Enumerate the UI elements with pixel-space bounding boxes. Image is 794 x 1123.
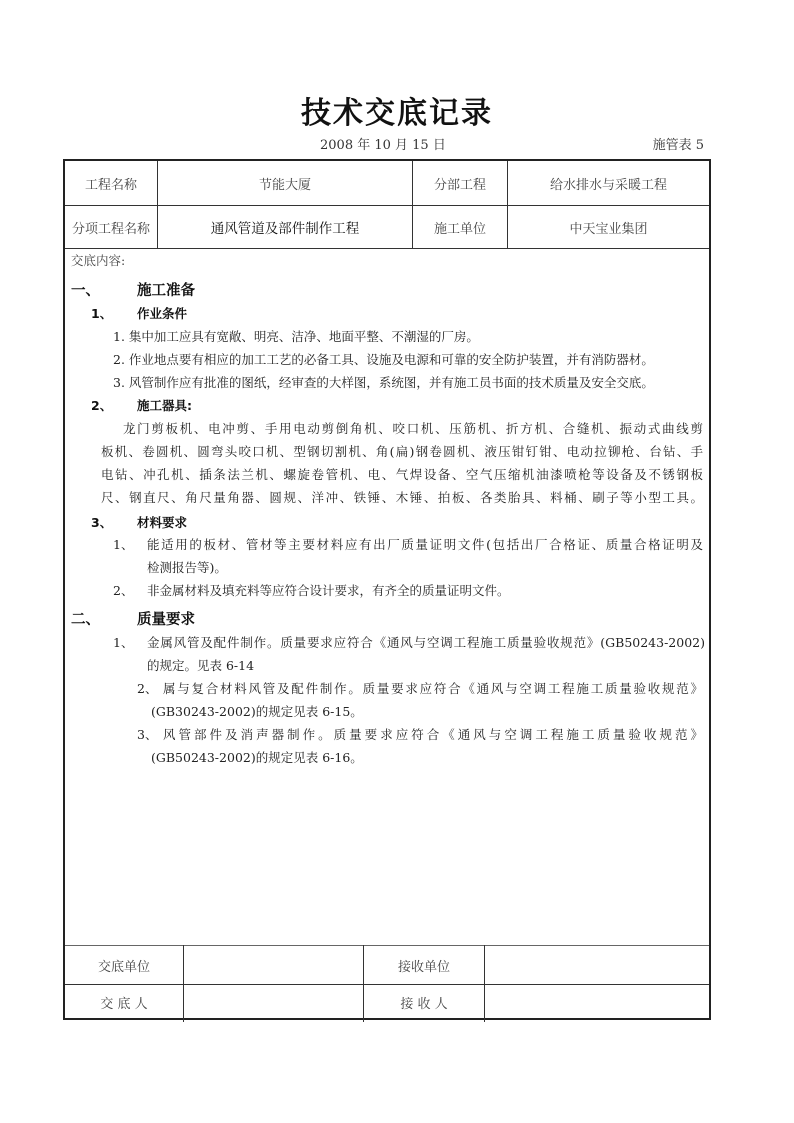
quality-item-text: 风管部件及消声器制作。质量要求应符合《通风与空调工程施工质量验收规范》 [163,727,703,742]
quality-item-number: 1、 [113,635,134,650]
section1-title: 施工准备 [137,283,195,299]
sub1-title: 作业条件 [137,306,188,321]
project-name-label: 工程名称 [84,177,137,193]
subitem-name-label: 分项工程名称 [71,221,150,237]
quality-item-text: 金属风管及配件制作。质量要求应符合《通风与空调工程施工质量验收规范》(GB50243-2002) [147,635,705,650]
division-value[interactable]: 给水排水与采暖工程 [549,177,667,193]
material-item-text: 非金属材料及填充料等应符合设计要求，有齐全的质量证明文件。 [147,583,510,598]
receiving-unit-label: 接收单位 [397,959,450,975]
issuing-unit-label: 交底单位 [97,959,150,975]
issuing-unit-field[interactable] [184,946,363,984]
subitem-name-value[interactable]: 通风管道及部件制作工程 [210,221,360,237]
contractor-label: 施工单位 [433,221,486,237]
section2-title: 质量要求 [137,612,195,628]
tools-line: 板机、卷圆机、圆弯头咬口机、型钢切割机、角(扁)钢卷圆机、液压钳钉钳、电动拉铆枪、台钻、手 [101,444,703,459]
material-item-number: 1、 [113,537,134,552]
tools-line: 尺、钢直尺、角尺量角器、圆规、洋冲、铁锤、木锤、拍板、各类胎具、料桶、刷子等小型工具。 [101,490,703,505]
content-label: 交底内容: [71,253,126,268]
material-item-text: 检测报告等)。 [147,560,227,575]
quality-item-text: 的规定。见表 6-14 [147,658,255,673]
tools-line: 龙门剪板机、电冲剪、手用电动剪倒角机、咬口机、压筋机、折方机、合缝机、振动式曲线剪 [123,421,703,436]
receiving-unit-field[interactable] [485,946,709,984]
section2-number: 二、 [71,612,100,628]
document-title: 技术交底记录 [301,96,493,131]
issuer-label: 交 底 人 [100,997,148,1012]
condition-item: 2. 作业地点要有相应的加工工艺的必备工具、设施及电源和可靠的安全防护装置，并有消防器材。 [113,352,654,367]
sub3-title: 材料要求 [137,515,188,530]
material-item-number: 2、 [113,583,134,598]
project-name-value[interactable]: 节能大厦 [258,177,311,193]
condition-item: 1. 集中加工应具有宽敞、明亮、洁净、地面平整、不潮湿的厂房。 [113,329,479,344]
division-label: 分部工程 [433,177,486,193]
tools-line: 电钻、冲孔机、插条法兰机、螺旋卷管机、电、气焊设备、空气压缩机油漆喷枪等设备及不锈钢板 [101,467,703,482]
row-divider [65,248,709,249]
material-item-text: 能适用的板材、管材等主要材料应有出厂质量证明文件(包括出厂合格证、质量合格证明及 [147,537,703,552]
condition-item: 3. 风管制作应有批准的图纸，经审查的大样图，系统图，并有施工员书面的技术质量及安全交底。 [113,375,654,390]
quality-item-number: 2、 [137,681,158,696]
contractor-value[interactable]: 中天宝业集团 [569,221,648,237]
record-form [63,159,711,1020]
quality-item-number: 3、 [137,727,158,742]
sub1-number: 1、 [91,306,113,321]
section1-number: 一、 [71,283,100,299]
sub2-title: 施工器具: [137,398,192,413]
record-date: 2008 年 10 月 15 日 [320,138,446,153]
quality-item-text: 属与复合材料风管及配件制作。质量要求应符合《通风与空调工程施工质量验收规范》 [163,681,703,696]
receiver-label: 接 收 人 [400,997,448,1012]
receiver-field[interactable] [485,985,709,1020]
form-number: 施管表 5 [652,138,704,153]
quality-item-text: (GB50243-2002)的规定见表 6-16。 [151,750,363,765]
sub3-number: 3、 [91,515,113,530]
issuer-field[interactable] [184,985,363,1020]
quality-item-text: (GB30243-2002)的规定见表 6-15。 [151,704,363,719]
sub2-number: 2、 [91,398,113,413]
